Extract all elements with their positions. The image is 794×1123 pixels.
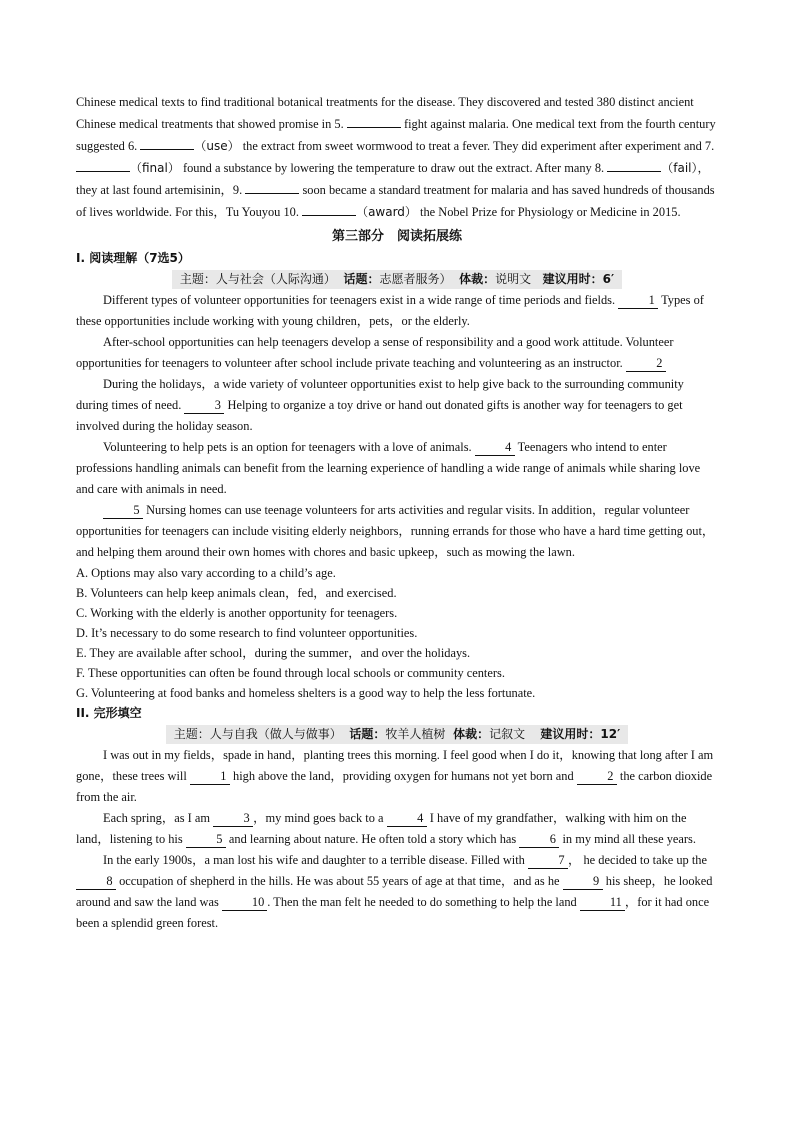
document-page [76,92,718,934]
answer-blank-9[interactable] [245,179,299,194]
reading-paragraph-5: 5 Nursing homes can use teenage volunteers for arts activities and regular visits. In addition，regular volunteer opportunities for teenagers can include visiting elderly neighbors，running errands for those who have a hard time getting out，and helping them around their own homes with chores and basic upkeep，such as mowing the lawn. [76,503,715,559]
cloze-info-bar: 主题：人与自我（做人与做事） 话题：牧羊人植树 体裁：记叙文 建议用时：12′ [166,725,629,744]
cloze-blank-9[interactable]: 9 [563,874,603,890]
cloze-paragraph-1: I was out in my fields，spade in hand，planting trees this morning. I feel good when I do it，knowing that long after I am gone，these trees will 1 high above the land，providing oxygen for humans not yet born and 2 the carbon dioxide from the air. [76,748,714,804]
option-item-e: E. They are available after school，during the summer，and over the holidays. [76,646,471,660]
cloze-paragraph-2: Each spring，as I am 3 ，my mind goes back to a 4 I have of my grandfather，walking with him on the land，listening to his 5 and learning about nature. He often told a story which has 6 in my mind all these years. [76,811,696,846]
cloze-blank-7[interactable]: 7 [528,853,568,869]
option-list [76,563,718,703]
reading-paragraph-2: After-school opportunities can help teenagers develop a sense of responsibility and a good work attitude. Volunteer opportunities for teenagers to volunteer after school include private teaching and volunteering as an instructor. 2 [76,335,674,370]
option-item-b: B. Volunteers can help keep animals clean，fed，and exercised. [76,586,397,600]
answer-blank-10[interactable] [302,201,356,216]
option-item-f: F. These opportunities can often be found through local schools or community centers. [76,666,505,680]
option-item-g: G. Volunteering at food banks and homeless shelters is a good way to help the less fortunate. [76,686,536,700]
reading-info-bar-row [76,268,718,290]
section-title: 第三部分 阅读拓展练 [331,229,462,244]
reading-blank-3[interactable]: 3 [184,398,224,414]
reading-paragraph-3: During the holidays，a wide variety of volunteer opportunities exist to help give back to the surrounding community during times of need. 3 Helping to organize a toy drive or hand out donated gifts is another way for teenagers to get involved during the holiday season. [76,377,684,433]
cloze-info-bar-row [76,723,718,745]
reading-paragraph-4: Volunteering to help pets is an option for teenagers with a love of animals. 4 Teenagers who intend to enter professions handling animals can benefit from the learning experience of handling a wide range of animals while sharing love and care with animals in need. [76,440,701,496]
answer-blank-5[interactable] [347,113,401,128]
reading-blank-5[interactable]: 5 [103,503,143,519]
cloze-blank-2[interactable]: 2 [577,769,617,785]
cloze-paragraph-3: In the early 1900s，a man lost his wife and daughter to a terrible disease. Filled with 7 ， he decided to take up the 8 occupation of shepherd in the hills. He was about 55 years of age at that time，and as he 9 his sheep，he looked around and saw the land was 10 . Then the man felt he needed to do something to help the land 11 ，for it had once been a splendid green forest. [76,853,713,930]
reading-info-bar: 主题：人与社会（人际沟通） 话题：志愿者服务） 体裁：说明文 建议用时：6′ [172,270,622,289]
answer-blank-8[interactable] [607,157,661,172]
answer-blank-6[interactable] [140,135,194,150]
cloze-heading: II. 完形填空 [76,706,142,720]
reading-heading: I. 阅读理解（7选5） [76,251,190,265]
cloze-blank-1[interactable]: 1 [190,769,230,785]
reading-blank-1[interactable]: 1 [618,293,658,309]
cloze-blank-3[interactable]: 3 [213,811,253,827]
cloze-blank-10[interactable]: 10 [222,895,267,911]
option-item-d: D. It’s necessary to do some research to find volunteer opportunities. [76,626,418,640]
cloze-blank-5[interactable]: 5 [186,832,226,848]
cloze-blank-8[interactable]: 8 [76,874,116,890]
reading-blank-4[interactable]: 4 [475,440,515,456]
passage-paragraph: Chinese medical texts to find traditional botanical treatments for the disease. They discovered and tested 380 distinct ancient Chinese medical treatments that showed promise in 5. fight against malaria. One medical text from the fourth century suggested 6. （use） the extract from sweet wormwood to treat a fever. They did experiment after experiment and 7. （final） found a substance by lowering the temperature to draw out the extract. After many 8. （fail）， they at last found artemisinin，9. soon became a standard treatment for malaria and has saved hundreds of thousands of lives worldwide. For this，Tu Youyou 10. （award） the Nobel Prize for Physiology or Medicine in 2015. [76,95,716,219]
answer-blank-7[interactable] [76,157,130,172]
cloze-blank-11[interactable]: 11 [580,895,625,911]
option-item-c: C. Working with the elderly is another opportunity for teenagers. [76,606,398,620]
reading-blank-2[interactable]: 2 [626,356,666,372]
cloze-blank-4[interactable]: 4 [387,811,427,827]
option-item-a: A. Options may also vary according to a child’s age. [76,566,336,580]
reading-paragraph-1: Different types of volunteer opportunities for teenagers exist in a wide range of time periods and fields. 1 Types of these opportunities include working with young children，pets，or the elderly. [76,293,704,328]
cloze-blank-6[interactable]: 6 [519,832,559,848]
